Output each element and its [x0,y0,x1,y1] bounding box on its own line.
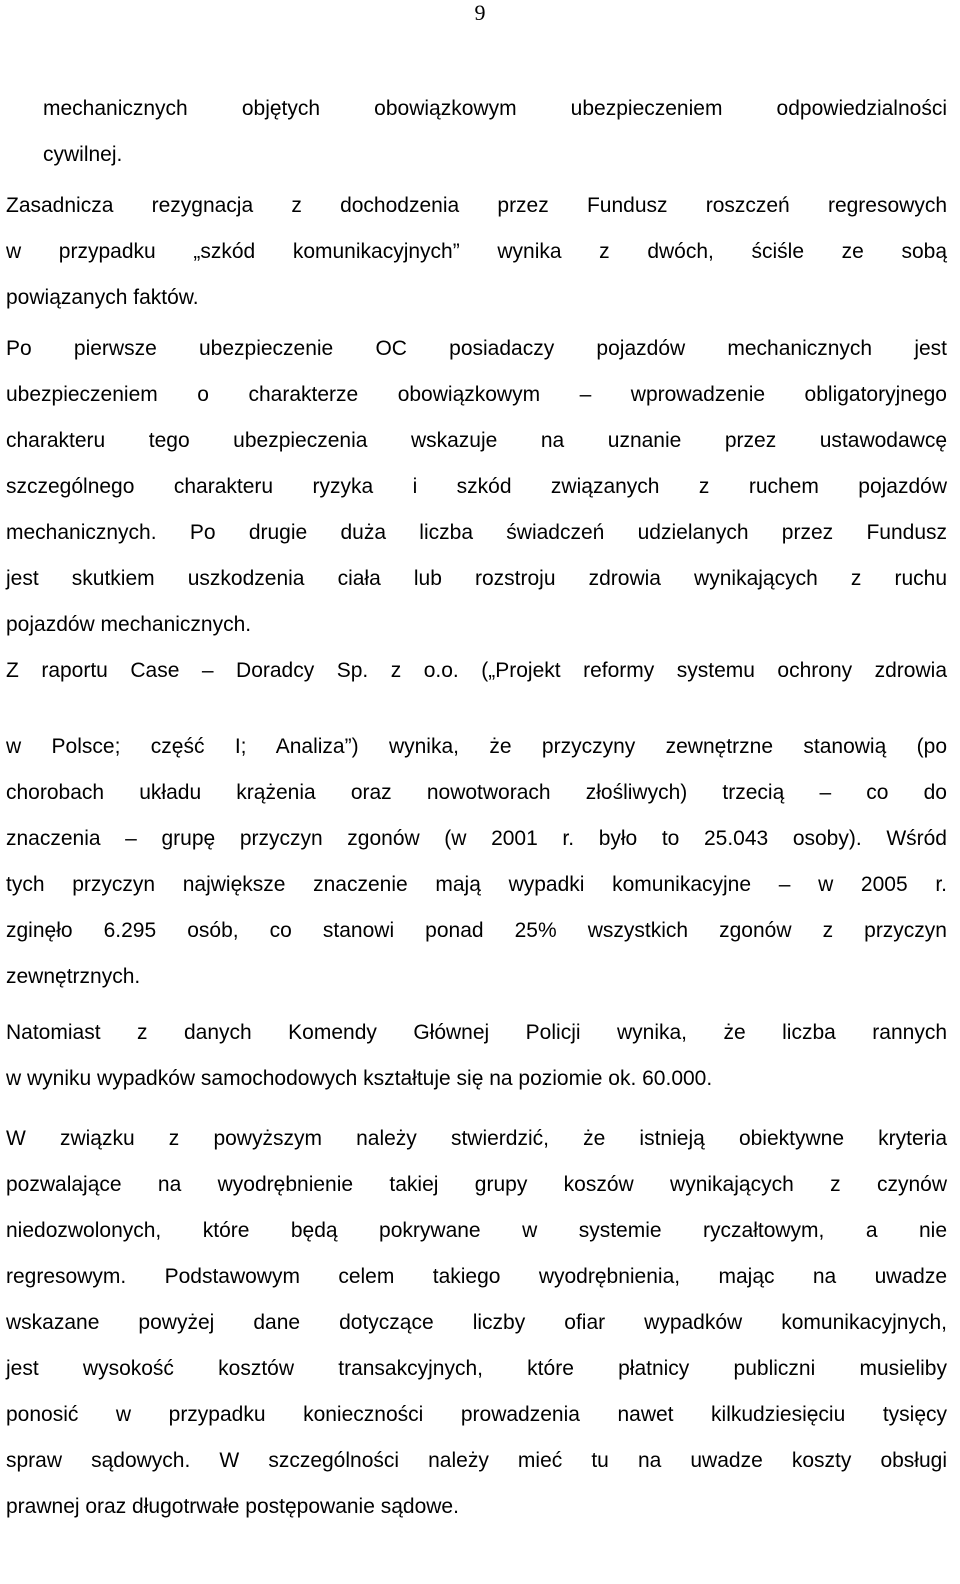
text-line: w wyniku wypadków samochodowych kształtuje się na poziomie ok. 60.000. [6,1067,713,1090]
text-line: wskazane powyżej dane dotyczące liczby ofiar wypadków komunikacyjnych, [6,1311,947,1334]
text-line: charakteru tego ubezpieczenia wskazuje na uznanie przez ustawodawcę [6,429,947,452]
text-line: pozwalające na wyodrębnienie takiej grupy koszów wynikających z czynów [6,1173,947,1196]
page-number: 9 [474,0,486,25]
text-line: Po pierwsze ubezpieczenie OC posiadaczy pojazdów mechanicznych jest [6,337,947,360]
text-line: zewnętrznych. [6,965,141,988]
text-line: zginęło 6.295 osób, co stanowi ponad 25% wszystkich zgonów z przyczyn [6,919,947,942]
text-line: ponosić w przypadku konieczności prowadzenia nawet kilkudziesięciu tysięcy [6,1403,947,1426]
text-line: w przypadku „szkód komunikacyjnych” wynika z dwóch, ściśle ze sobą [6,240,947,263]
text-line: Natomiast z danych Komendy Głównej Policji wynika, że liczba rannych [6,1021,947,1044]
text-line: znaczenia – grupę przyczyn zgonów (w 2001 r. było to 25.043 osoby). Wśród [6,827,947,850]
paragraph-natomiast [0,1010,960,1102]
paragraph-po-pierwsze [0,326,960,648]
text-line: spraw sądowych. W szczególności należy mieć tu na uwadze koszty obsługi [6,1449,947,1472]
text-line: Z raportu Case – Doradcy Sp. z o.o. („Projekt reformy systemu ochrony zdrowia [6,659,947,682]
text-line: cywilnej. [43,143,123,166]
text-line: mechanicznych objętych obowiązkowym ubezpieczeniem odpowiedzialności [43,97,947,120]
text-line: jest wysokość kosztów transakcyjnych, które płatnicy publiczni musieliby [6,1357,947,1380]
text-line: regresowym. Podstawowym celem takiego wyodrębnienia, mając na uwadze [6,1265,947,1288]
text-line: jest skutkiem uszkodzenia ciała lub rozstroju zdrowia wynikających z ruchu [6,567,947,590]
paragraph-intro [0,86,960,178]
text-line: prawnej oraz długotrwałe postępowanie sądowe. [6,1495,459,1518]
text-line: W związku z powyższym należy stwierdzić, że istnieją obiektywne kryteria [6,1127,947,1150]
text-line: w Polsce; część I; Analiza”) wynika, że przyczyny zewnętrzne stanowią (po [6,735,947,758]
paragraph-w-zwiazku [0,1116,960,1530]
text-line: powiązanych faktów. [6,286,199,309]
text-line: Zasadnicza rezygnacja z dochodzenia przez Fundusz roszczeń regresowych [6,194,947,217]
text-line: pojazdów mechanicznych. [6,613,252,636]
paragraph-polska [0,724,960,1000]
text-line: tych przyczyn największe znaczenie mają wypadki komunikacyjne – w 2005 r. [6,873,947,896]
text-line: chorobach układu krążenia oraz nowotworach złośliwych) trzecią – co do [6,781,947,804]
document-body [0,86,960,1530]
text-line: mechanicznych. Po drugie duża liczba świadczeń udzielanych przez Fundusz [6,521,947,544]
text-line: ubezpieczeniem o charakterze obowiązkowym – wprowadzenie obligatoryjnego [6,383,947,406]
paragraph-raport [0,648,960,694]
text-line: szczególnego charakteru ryzyka i szkód związanych z ruchem pojazdów [6,475,947,498]
paragraph-zasadnicza [0,183,960,321]
text-line: niedozwolonych, które będą pokrywane w systemie ryczałtowym, a nie [6,1219,947,1242]
